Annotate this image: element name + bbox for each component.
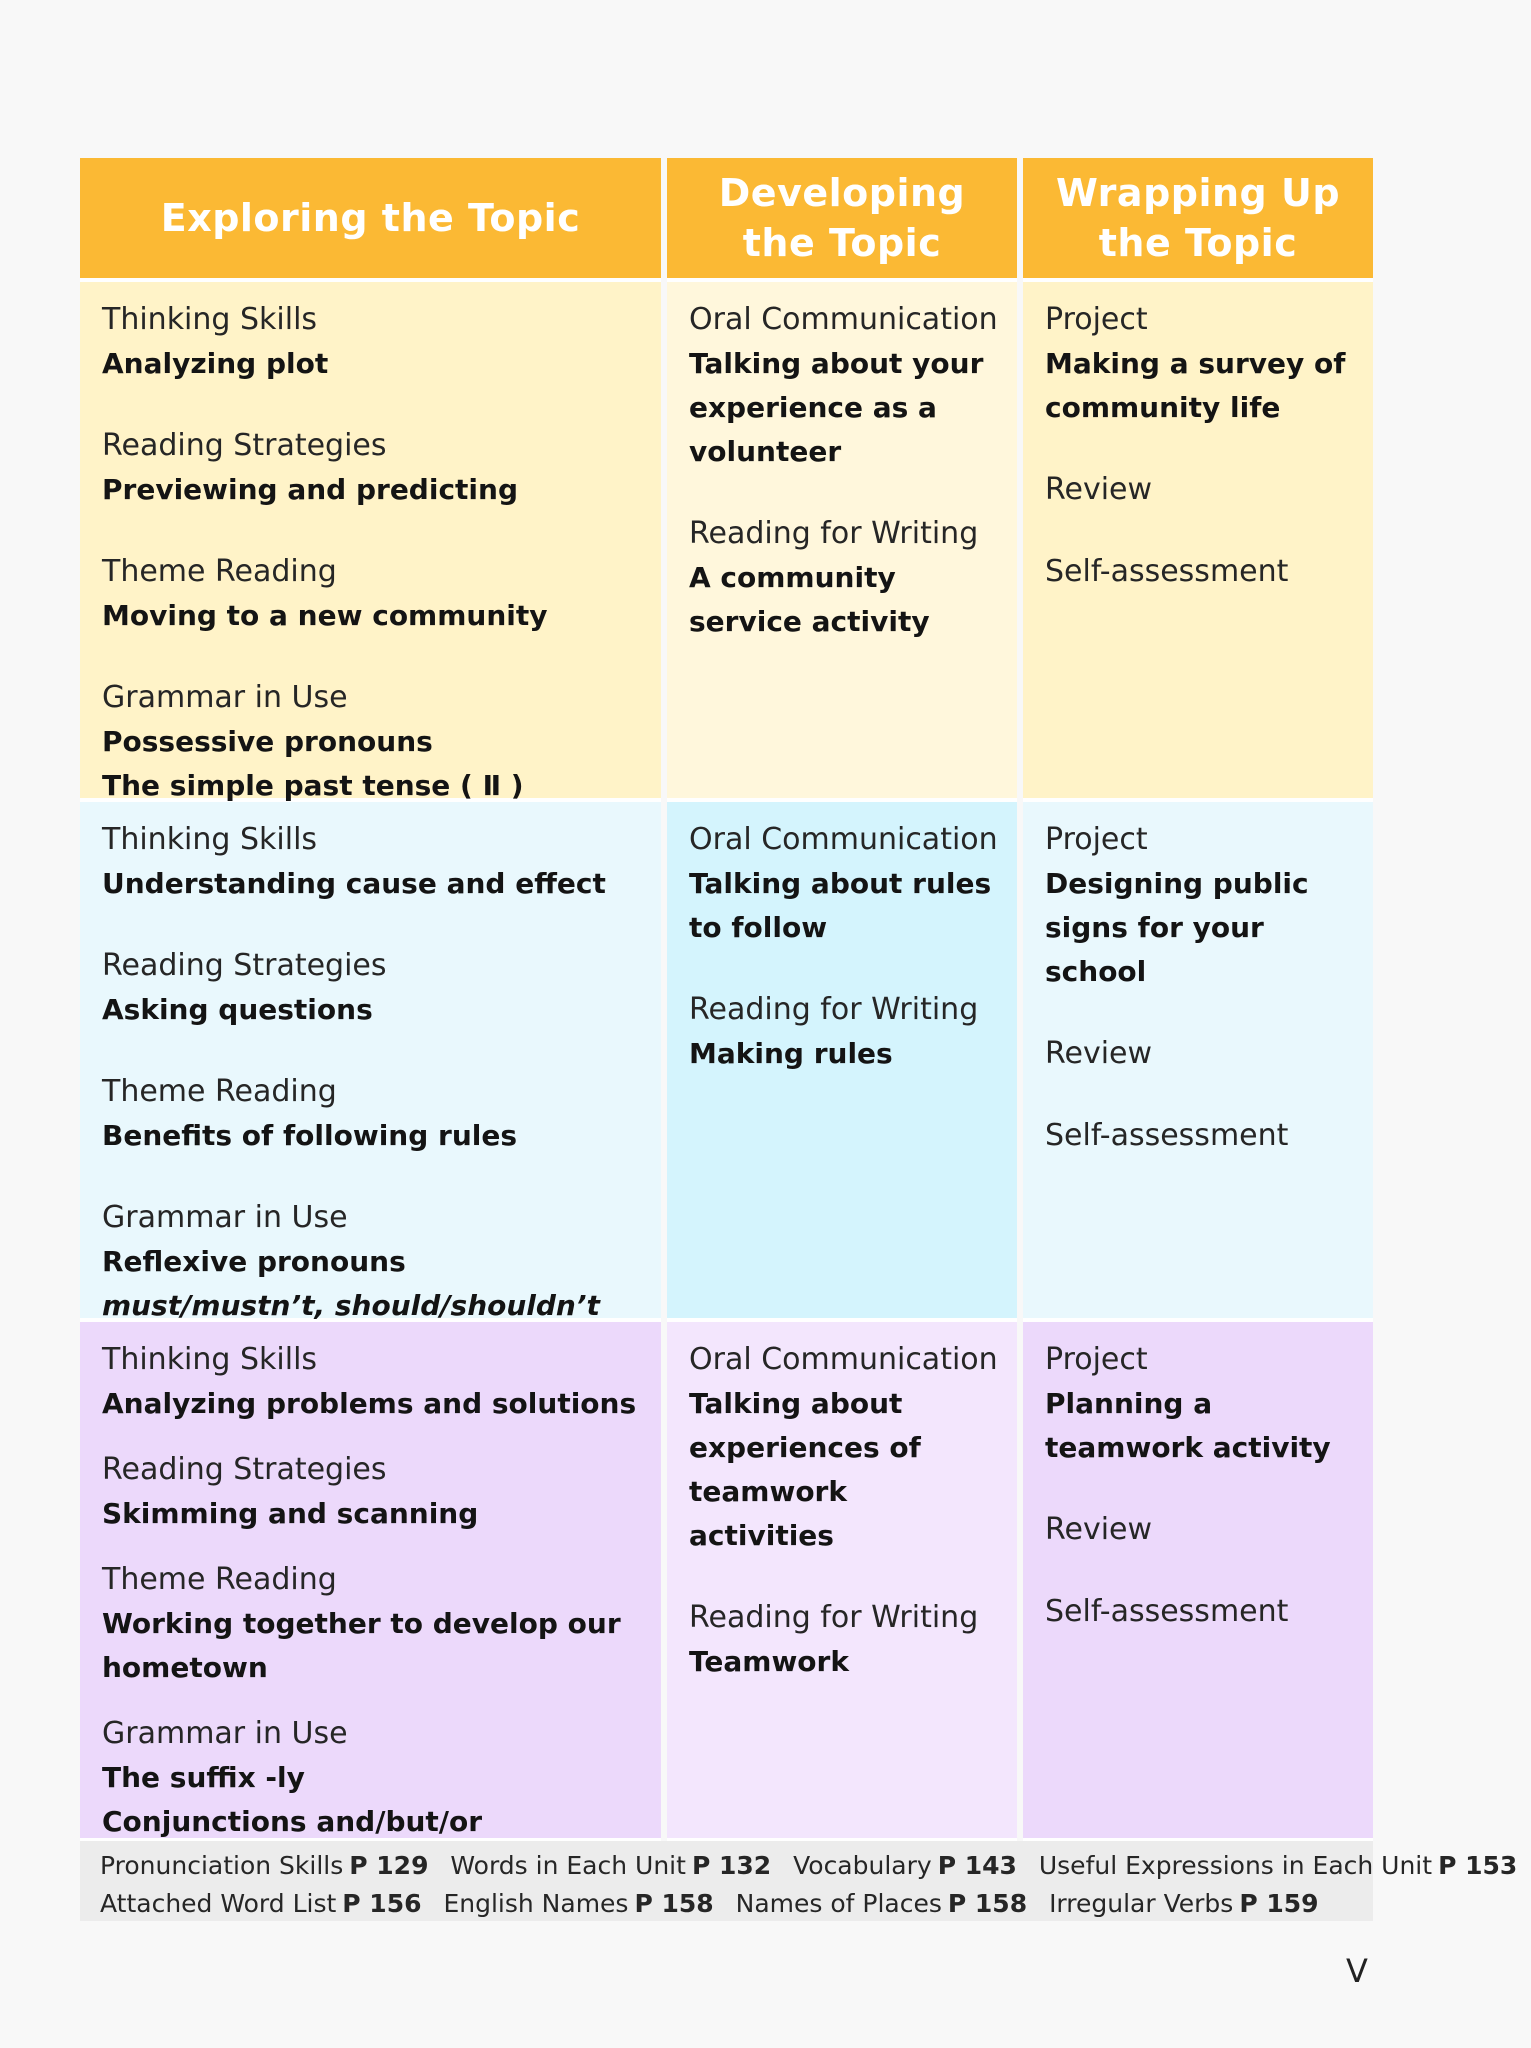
section-item: Talking about experiences of teamwork activities	[689, 1387, 921, 1552]
header-exploring	[80, 158, 661, 282]
contents-table	[80, 158, 1373, 1842]
section-item: Analyzing plot	[102, 347, 329, 380]
row3-developing-cell	[667, 1322, 1017, 1842]
row3-exploring-cell	[80, 1322, 661, 1842]
section-label: Thinking Skills	[102, 302, 318, 337]
section-label: Reading for Writing	[689, 516, 979, 551]
section-label: Project	[1045, 302, 1148, 337]
section-item: A community service activity	[689, 561, 930, 638]
row2-exploring-cell	[80, 802, 661, 1322]
appendix-line-1	[100, 1847, 1518, 1885]
appendix-ref-page: P 129	[349, 1851, 429, 1880]
section-label: Grammar in Use	[102, 1716, 348, 1751]
section-label: Oral Communication	[689, 1342, 998, 1377]
header-wrapping-text: Wrapping Up the Topic	[1055, 171, 1341, 265]
section-item: Planning a teamwork activity	[1045, 1387, 1331, 1464]
row1-exploring-cell	[80, 282, 661, 802]
section-item: Analyzing problems and solutions	[102, 1387, 637, 1420]
section-item: Conjunctions and/but/or	[102, 1805, 483, 1838]
section-item: Talking about your experience as a volunteer	[689, 347, 984, 468]
appendix-line-2	[100, 1885, 1353, 1923]
appendix-ref[interactable]	[736, 1889, 1027, 1918]
section-label: Thinking Skills	[102, 1342, 318, 1377]
section-item: Understanding cause and effect	[102, 867, 606, 900]
section-item: Making a survey of community life	[1045, 347, 1346, 424]
section-label: Review	[1045, 1036, 1153, 1071]
appendix-ref[interactable]	[100, 1889, 422, 1918]
section-item: Possessive pronouns	[102, 725, 433, 758]
section-item: Asking questions	[102, 993, 373, 1026]
section-label: Oral Communication	[689, 302, 998, 337]
section-label: Reading Strategies	[102, 948, 387, 983]
page-number: V	[1346, 1952, 1368, 1990]
appendix-ref-name: Attached Word List	[100, 1889, 337, 1918]
appendix-ref-page: P 153	[1438, 1851, 1518, 1880]
section-item: Talking about rules to follow	[689, 867, 992, 944]
section-item: Working together to develop our hometown	[102, 1607, 621, 1684]
appendix-ref-name: Names of Places	[735, 1889, 942, 1918]
section-label: Project	[1045, 1342, 1148, 1377]
section-item: Teamwork	[689, 1645, 849, 1678]
section-label: Reading for Writing	[689, 992, 979, 1027]
row2-wrapping-cell	[1023, 802, 1373, 1322]
section-item: Skimming and scanning	[102, 1497, 479, 1530]
appendix-ref-page: P 156	[342, 1889, 422, 1918]
section-label: Reading Strategies	[102, 1452, 387, 1487]
section-item: Moving to a new community	[102, 599, 548, 632]
section-item: Previewing and predicting	[102, 473, 519, 506]
section-label: Theme Reading	[102, 1074, 337, 1109]
section-label: Reading for Writing	[689, 1600, 979, 1635]
section-label: Grammar in Use	[102, 1200, 348, 1235]
header-wrapping	[1023, 158, 1373, 282]
appendix-ref[interactable]	[100, 1851, 428, 1880]
section-item: The simple past tense ( Ⅱ )	[102, 769, 524, 802]
section-item: The suffix -ly	[102, 1761, 305, 1794]
row1-developing-cell	[667, 282, 1017, 802]
row1-wrapping-cell	[1023, 282, 1373, 802]
appendix-index	[80, 1841, 1518, 1921]
appendix-ref-name: Words in Each Unit	[450, 1851, 686, 1880]
section-label: Self-assessment	[1045, 1594, 1289, 1629]
header-developing-text: Developing the Topic	[718, 171, 966, 265]
section-label: Theme Reading	[102, 1562, 337, 1597]
header-exploring-text: Exploring the Topic	[160, 196, 581, 240]
section-item: Benefits of following rules	[102, 1119, 518, 1152]
header-developing	[667, 158, 1017, 282]
section-item: must/mustn’t, should/shouldn’t	[102, 1289, 600, 1322]
appendix-ref-name: Pronunciation Skills	[100, 1851, 344, 1880]
appendix-ref[interactable]	[450, 1851, 771, 1880]
section-item: Making rules	[689, 1037, 893, 1070]
row3-wrapping-cell	[1023, 1322, 1373, 1842]
section-label: Self-assessment	[1045, 1118, 1289, 1153]
appendix-ref[interactable]	[443, 1889, 713, 1918]
section-label: Oral Communication	[689, 822, 998, 857]
section-label: Project	[1045, 822, 1148, 857]
section-label: Review	[1045, 472, 1153, 507]
appendix-ref-name: Irregular Verbs	[1049, 1889, 1234, 1918]
appendix-ref-name: Useful Expressions in Each Unit	[1038, 1851, 1433, 1880]
appendix-ref-page: P 159	[1239, 1889, 1319, 1918]
appendix-ref-page: P 132	[691, 1851, 772, 1880]
section-label: Theme Reading	[102, 554, 337, 589]
row2-developing-cell	[667, 802, 1017, 1322]
section-label: Self-assessment	[1045, 554, 1289, 589]
section-label: Thinking Skills	[102, 822, 318, 857]
section-label: Review	[1045, 1512, 1153, 1547]
section-label: Reading Strategies	[102, 428, 387, 463]
appendix-ref[interactable]	[1039, 1851, 1517, 1880]
appendix-ref[interactable]	[1049, 1889, 1318, 1918]
section-label: Grammar in Use	[102, 680, 348, 715]
appendix-ref-page: P 158	[634, 1889, 714, 1918]
appendix-ref-name: English Names	[443, 1889, 629, 1918]
section-item: Reflexive pronouns	[102, 1245, 406, 1278]
appendix-ref-page: P 158	[947, 1889, 1028, 1918]
section-item: Designing public signs for your school	[1045, 867, 1309, 988]
appendix-ref-page: P 143	[937, 1851, 1017, 1880]
appendix-ref[interactable]	[793, 1851, 1017, 1880]
appendix-ref-name: Vocabulary	[793, 1851, 932, 1880]
